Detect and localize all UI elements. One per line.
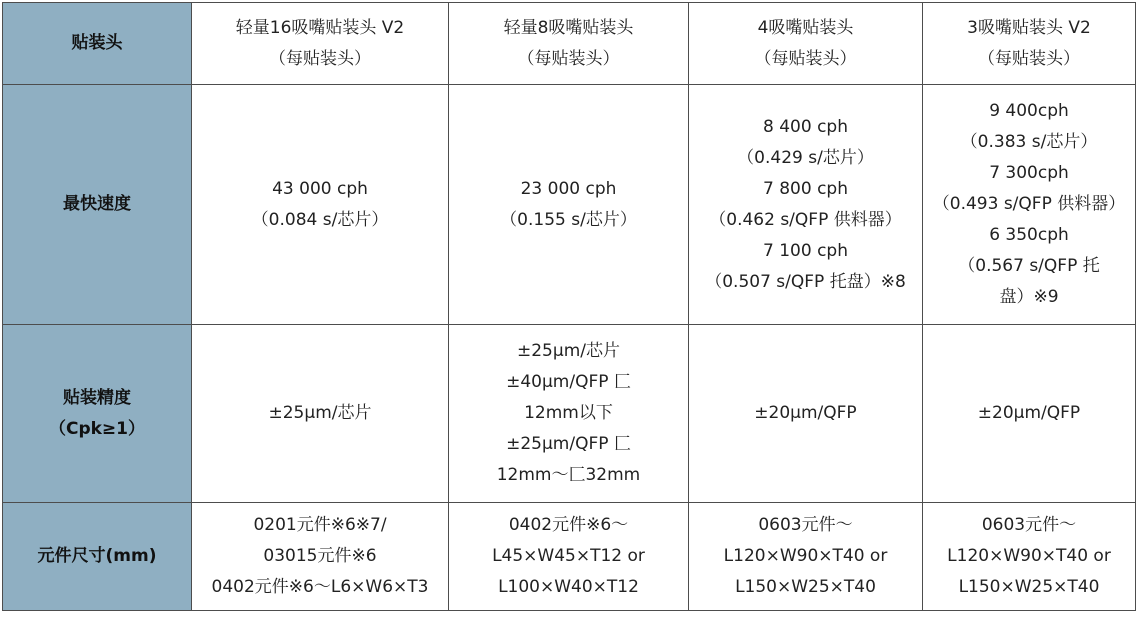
cell-line: （0.462 s/QFP 供料器）	[709, 209, 902, 230]
cell-line: 7 800 cph	[763, 178, 848, 199]
table-cell	[192, 503, 449, 611]
cell-line: （0.155 s/芯片）	[500, 209, 637, 230]
row-header-text: 贴装精度	[63, 387, 131, 408]
table-cell	[449, 325, 689, 503]
table-cell	[689, 85, 923, 325]
spec-table	[2, 2, 1136, 611]
cell-line: L150×W25×T40	[735, 577, 876, 597]
cell-line: ±20μm/QFP	[977, 403, 1081, 423]
table-cell	[923, 325, 1136, 503]
column-header-cell	[192, 3, 449, 85]
cell-line: （0.084 s/芯片）	[251, 209, 389, 230]
table-cell	[689, 325, 923, 503]
cell-line: 03015元件※6	[263, 546, 377, 566]
row-header-cell	[3, 3, 192, 85]
cell-line: （0.567 s/QFP 托	[958, 256, 1100, 276]
cell-line: 6 350cph	[989, 225, 1069, 245]
column-header-subtitle: （每贴装头）	[269, 48, 371, 69]
column-header-title: 轻量8吸嘴贴装头	[503, 17, 634, 38]
cell-line: 23 000 cph	[520, 178, 617, 199]
column-header-subtitle: （每贴装头）	[754, 48, 857, 69]
cell-line: L120×W90×T40 or	[947, 546, 1111, 566]
cell-line: 盘）※9	[999, 287, 1059, 307]
cell-line: （0.507 s/QFP 托盘）※8	[705, 271, 906, 292]
cell-line: 43 000 cph	[272, 178, 368, 199]
cell-line: （0.383 s/芯片）	[960, 132, 1098, 152]
row-header-cell	[3, 325, 192, 503]
cell-line: ±20μm/QFP	[754, 403, 857, 423]
cell-line: 0402元件※6～	[508, 515, 629, 535]
cell-line: （0.493 s/QFP 供料器）	[932, 194, 1126, 214]
cell-line: 0402元件※6～L6×W6×T3	[211, 577, 429, 597]
cell-line: （0.429 s/芯片）	[737, 147, 874, 168]
table-cell	[192, 85, 449, 325]
column-header-title: 4吸嘴贴装头	[757, 17, 854, 38]
cell-line: ±40μm/QFP 匚	[506, 372, 631, 392]
cell-line: L120×W90×T40 or	[723, 546, 888, 566]
column-header-title: 轻量16吸嘴贴装头 V2	[235, 17, 405, 38]
column-header-cell	[923, 3, 1136, 85]
cell-line: 12mm以下	[524, 403, 613, 423]
row-header-text: 元件尺寸(mm)	[37, 546, 157, 566]
column-header-cell	[449, 3, 689, 85]
row-header-cell	[3, 85, 192, 325]
table-cell	[689, 503, 923, 611]
cell-line: 12mm～匚32mm	[496, 465, 641, 485]
column-header-cell	[689, 3, 923, 85]
row-header-subtext: （Cpk≥1）	[48, 418, 146, 439]
table-header-row	[3, 3, 1136, 85]
cell-line: ±25μm/QFP 匚	[506, 434, 631, 454]
table-cell	[923, 503, 1136, 611]
row-header-text: 贴装头	[71, 33, 123, 53]
cell-line: 7 100 cph	[763, 240, 848, 261]
table-row	[3, 325, 1136, 503]
cell-line: 0603元件～	[981, 515, 1077, 535]
cell-line: L100×W40×T12	[498, 577, 639, 597]
cell-line: 8 400 cph	[763, 116, 848, 137]
table-cell	[923, 85, 1136, 325]
column-header-subtitle: （每贴装头）	[517, 48, 620, 69]
cell-line: 0603元件～	[758, 515, 853, 535]
cell-line: ±25μm/芯片	[517, 341, 620, 361]
cell-line: L150×W25×T40	[958, 577, 1100, 597]
cell-line: 0201元件※6※7/	[253, 515, 387, 535]
table-cell	[192, 325, 449, 503]
row-header-cell	[3, 503, 192, 611]
cell-line: 9 400cph	[989, 101, 1069, 121]
cell-line: L45×W45×T12 or	[492, 546, 645, 566]
cell-line: 7 300cph	[989, 163, 1069, 183]
table-cell	[449, 503, 689, 611]
column-header-subtitle: （每贴装头）	[978, 48, 1080, 69]
row-header-text: 最快速度	[63, 194, 131, 214]
cell-line: ±25μm/芯片	[268, 403, 372, 423]
spec-table-wrapper	[2, 2, 1136, 611]
table-row	[3, 85, 1136, 325]
column-header-title: 3吸嘴贴装头 V2	[967, 17, 1091, 38]
table-row	[3, 503, 1136, 611]
table-cell	[449, 85, 689, 325]
